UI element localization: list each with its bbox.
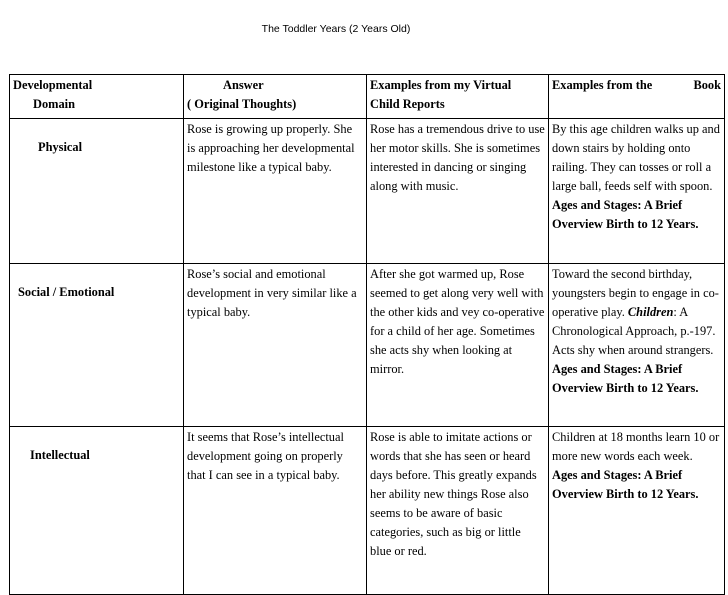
book-cell [549, 427, 725, 595]
book-text: By this age children walks up and down stairs by holding onto railing. They can tosses or roll a large ball, feeds self with spoon. [552, 122, 720, 193]
header-book-left: Examples from the [552, 78, 653, 92]
header-domain [10, 75, 184, 119]
table-row [10, 119, 725, 264]
book-cell [549, 119, 725, 264]
domain-cell: Physical [10, 119, 184, 264]
answer-cell: Rose’s social and emotional development in very similar like a typical baby. [184, 264, 367, 427]
header-domain-line1: Developmental [13, 78, 93, 92]
header-book [549, 75, 725, 119]
answer-cell: Rose is growing up properly. She is approaching her developmental milestone like a typical baby. [184, 119, 367, 264]
book-cell [549, 264, 725, 427]
book-source: Ages and Stages: A Brief Overview Birth to 12 Years. [552, 198, 699, 231]
header-virtual-line1: Examples from my Virtual [370, 78, 512, 92]
domain-cell: Intellectual [10, 427, 184, 595]
header-book-right: Book [693, 78, 721, 92]
book-source: Ages and Stages: A Brief Overview Birth to 12 Years. [552, 362, 699, 395]
header-answer [184, 75, 367, 119]
header-virtual-line2: Child Reports [370, 97, 445, 111]
header-answer-line1: Answer [223, 78, 264, 92]
book-text-cont: : A Chronological Approach, p.-197. Acts shy when around strangers. [552, 305, 716, 357]
page-title: The Toddler Years (2 Years Old) [261, 23, 411, 35]
header-answer-line2: ( Original Thoughts) [187, 97, 297, 111]
book-italic-title: Children [627, 305, 674, 319]
book-text: Children at 18 months learn 10 or more new words each week. [552, 430, 720, 463]
domain-cell: Social / Emotional [10, 264, 184, 427]
header-domain-line2: Domain [33, 97, 75, 111]
virtual-cell: Rose is able to imitate actions or words that she has seen or heard days before. This greatly expands her ability new things Rose also seems to be aware of basic categories, such as big or little blue or red. [367, 427, 549, 595]
virtual-cell: Rose has a tremendous drive to use her motor skills. She is sometimes interested in dancing or singing along with music. [367, 119, 549, 264]
header-virtual [367, 75, 549, 119]
domain-table [9, 74, 725, 595]
table-row [10, 264, 725, 427]
answer-cell: It seems that Rose’s intellectual development going on properly that I can see in a typical baby. [184, 427, 367, 595]
table-row [10, 427, 725, 595]
virtual-cell: After she got warmed up, Rose seemed to get along very well with the other kids and vey co-operative for a child of her age. Sometimes she acts shy when looking at mirror. [367, 264, 549, 427]
book-source: Ages and Stages: A Brief Overview Birth to 12 Years. [552, 468, 699, 501]
header-row [10, 75, 725, 119]
book-text: Toward the second birthday, youngsters begin to engage in co-operative play. [552, 267, 719, 319]
